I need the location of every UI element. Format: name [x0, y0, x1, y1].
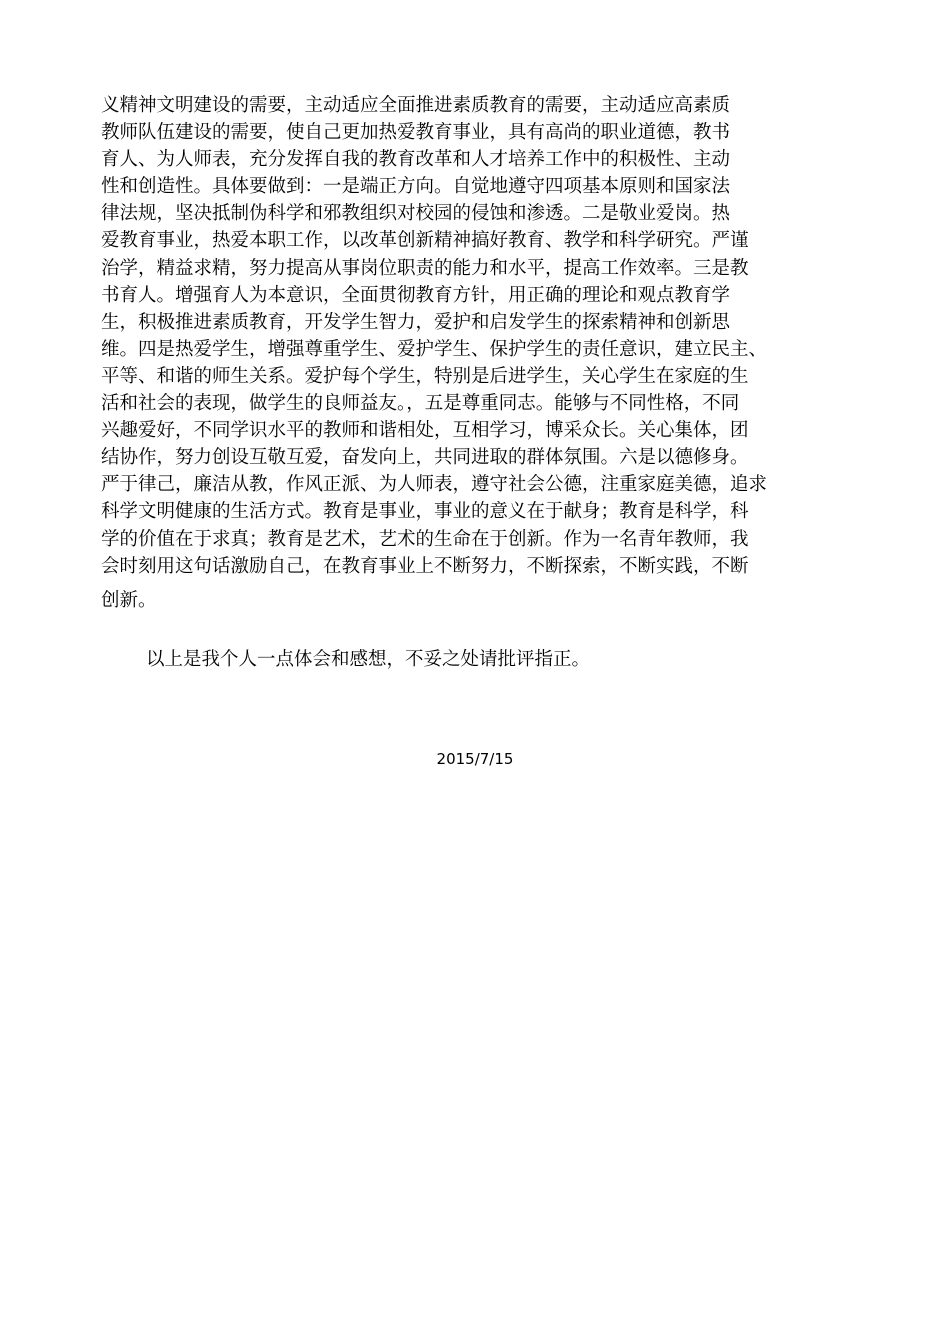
body-line: 创新。: [101, 589, 157, 611]
body-line: 学的价值在于求真；教育是艺术，艺术的生命在于创新。作为一名青年教师，我: [101, 528, 749, 550]
body-line: 兴趣爱好，不同学识水平的教师和谐相处，互相学习，博采众长。关心集体，团: [101, 420, 749, 442]
body-line: 书育人。增强育人为本意识，全面贯彻教育方针，用正确的理论和观点教育学: [101, 284, 731, 306]
body-line: 结协作，努力创设互敬互爱，奋发向上，共同进取的群体氛围。六是以德修身。: [101, 447, 749, 469]
body-line: 严于律己，廉洁从教，作风正派、为人师表，遵守社会公德，注重家庭美德，追求: [101, 474, 768, 496]
closing-remark: 以上是我个人一点体会和感想，不妥之处请批评指正。: [146, 649, 591, 670]
body-line: 治学，精益求精，努力提高从事岗位职责的能力和水平，提高工作效率。三是教: [101, 257, 749, 279]
body-line: 教师队伍建设的需要，使自己更加热爱教育事业，具有高尚的职业道德，教书: [101, 122, 731, 144]
body-line: 科学文明健康的生活方式。教育是事业，事业的意义在于献身；教育是科学，科: [101, 501, 749, 523]
body-line: 维。四是热爱学生，增强尊重学生、爱护学生、保护学生的责任意识，建立民主、: [101, 338, 768, 360]
body-line: 律法规，坚决抵制伪科学和邪教组织对校园的侵蚀和渗透。二是敬业爱岗。热: [101, 203, 731, 225]
body-line: 爱教育事业，热爱本职工作，以改革创新精神搞好教育、教学和科学研究。严谨: [101, 230, 749, 252]
body-line: 义精神文明建设的需要，主动适应全面推进素质教育的需要，主动适应高素质: [101, 95, 731, 116]
body-line: 活和社会的表现，做学生的良师益友。，五是尊重同志。能够与不同性格，不同: [101, 393, 740, 415]
body-line: 平等、和谐的师生关系。爱护每个学生，特别是后进学生，关心学生在家庭的生: [101, 365, 749, 387]
document-date: 2015/7/15: [436, 750, 514, 768]
body-line: 性和创造性。具体要做到：一是端正方向。自觉地遵守四项基本原则和国家法: [101, 176, 731, 198]
body-line: 育人、为人师表，充分发挥自我的教育改革和人才培养工作中的积极性、主动: [101, 149, 731, 171]
body-line: 会时刻用这句话激励自己，在教育事业上不断努力，不断探索，不断实践，不断: [101, 555, 749, 577]
body-paragraph: [101, 92, 851, 614]
body-line: 生，积极推进素质教育，开发学生智力，爱护和启发学生的探索精神和创新思: [101, 311, 731, 333]
